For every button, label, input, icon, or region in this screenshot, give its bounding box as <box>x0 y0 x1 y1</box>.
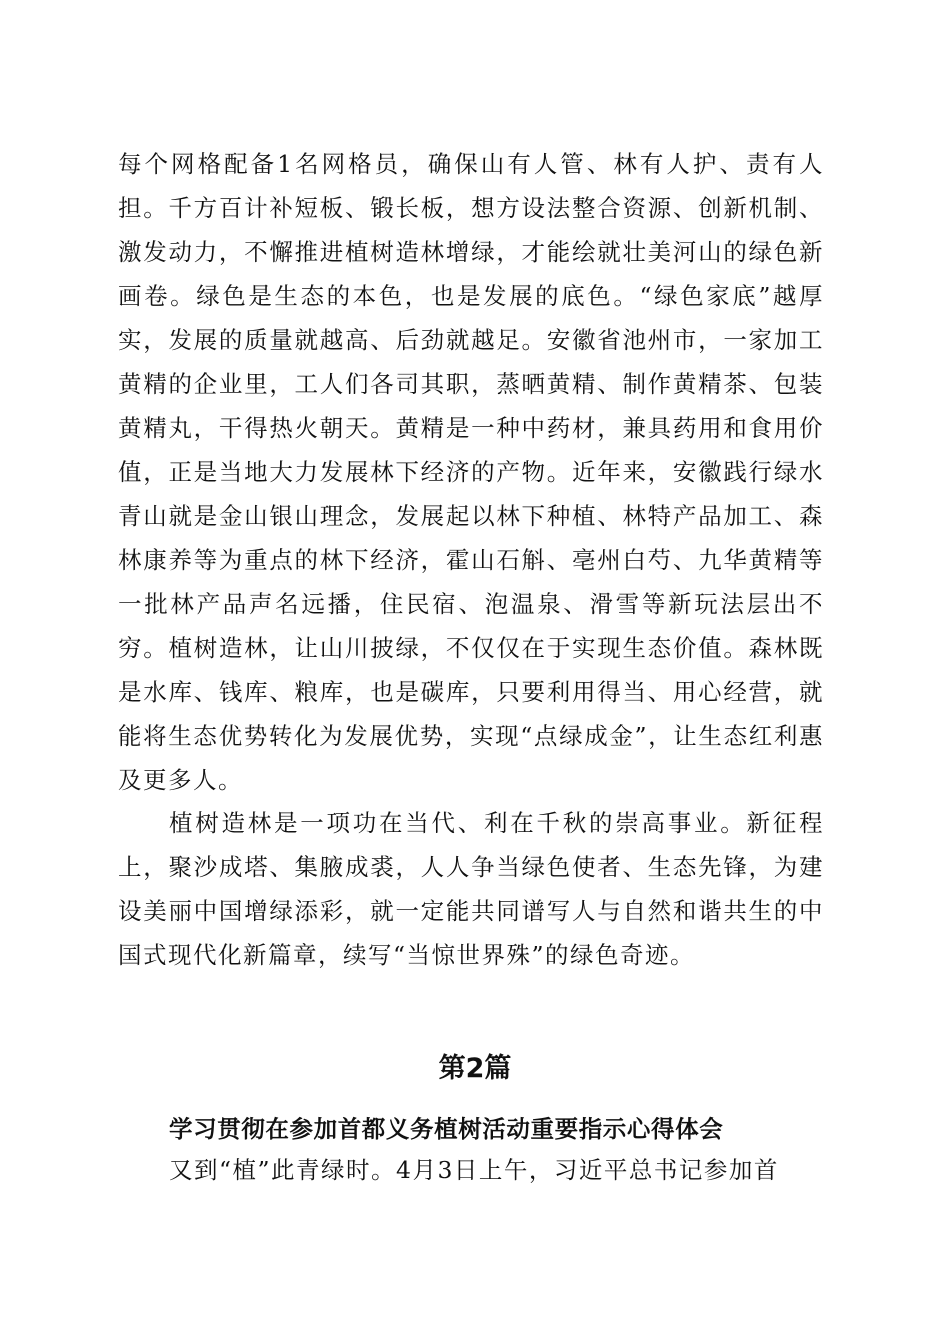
article-subheading: 学习贯彻在参加首都义务植树活动重要指示心得体会 <box>169 1115 724 1143</box>
body-paragraph: 每个网格配备1名网格员，确保山有人管、林有人护、责有人担。千方百计补短板、锻长板，想方设法整合资源、创新机制、激发动力，不懈推进植树造林增绿，才能绘就壮美河山的绿色新画卷。绿色是生态的本色，也是发展的底色。“绿色家底”越厚实，发展的质量就越高、后劲就越足。安徽省池州市，一家加工黄精的企业里，工人们各司其职，蒸晒黄精、制作黄精茶、包装黄精丸，干得热火朝天。黄精是一种中药材，兼具药用和食用价值，正是当地大力发展林下经济的产物。近年来，安徽践行绿水青山就是金山银山理念，发展起以林下种植、林特产品加工、森林康养等为重点的林下经济，霍山石斛、亳州白芍、九华黄精等一批林产品声名远播，住民宿、泡温泉、滑雪等新玩法层出不穷。植树造林，让山川披绿，不仅仅在于实现生态价值。森林既是水库、钱库、粮库，也是碳库，只要利用得当、用心经营，就能将生态优势转化为发展优势，实现“点绿成金”，让生态红利惠及更多人。 <box>118 150 824 794</box>
body-paragraph: 植树造林是一项功在当代、利在千秋的崇高事业。新征程上，聚沙成塔、集腋成裘，人人争当绿色使者、生态先锋，为建设美丽中国增绿添彩，就一定能共同谱写人与自然和谐共生的中国式现代化新篇章，续写“当惊世界殊”的绿色奇迹。 <box>118 809 824 969</box>
body-paragraph: 又到“植”此青绿时。4月3日上午，习近平总书记参加首 <box>169 1156 779 1184</box>
section-heading: 第2篇 <box>438 1053 512 1084</box>
